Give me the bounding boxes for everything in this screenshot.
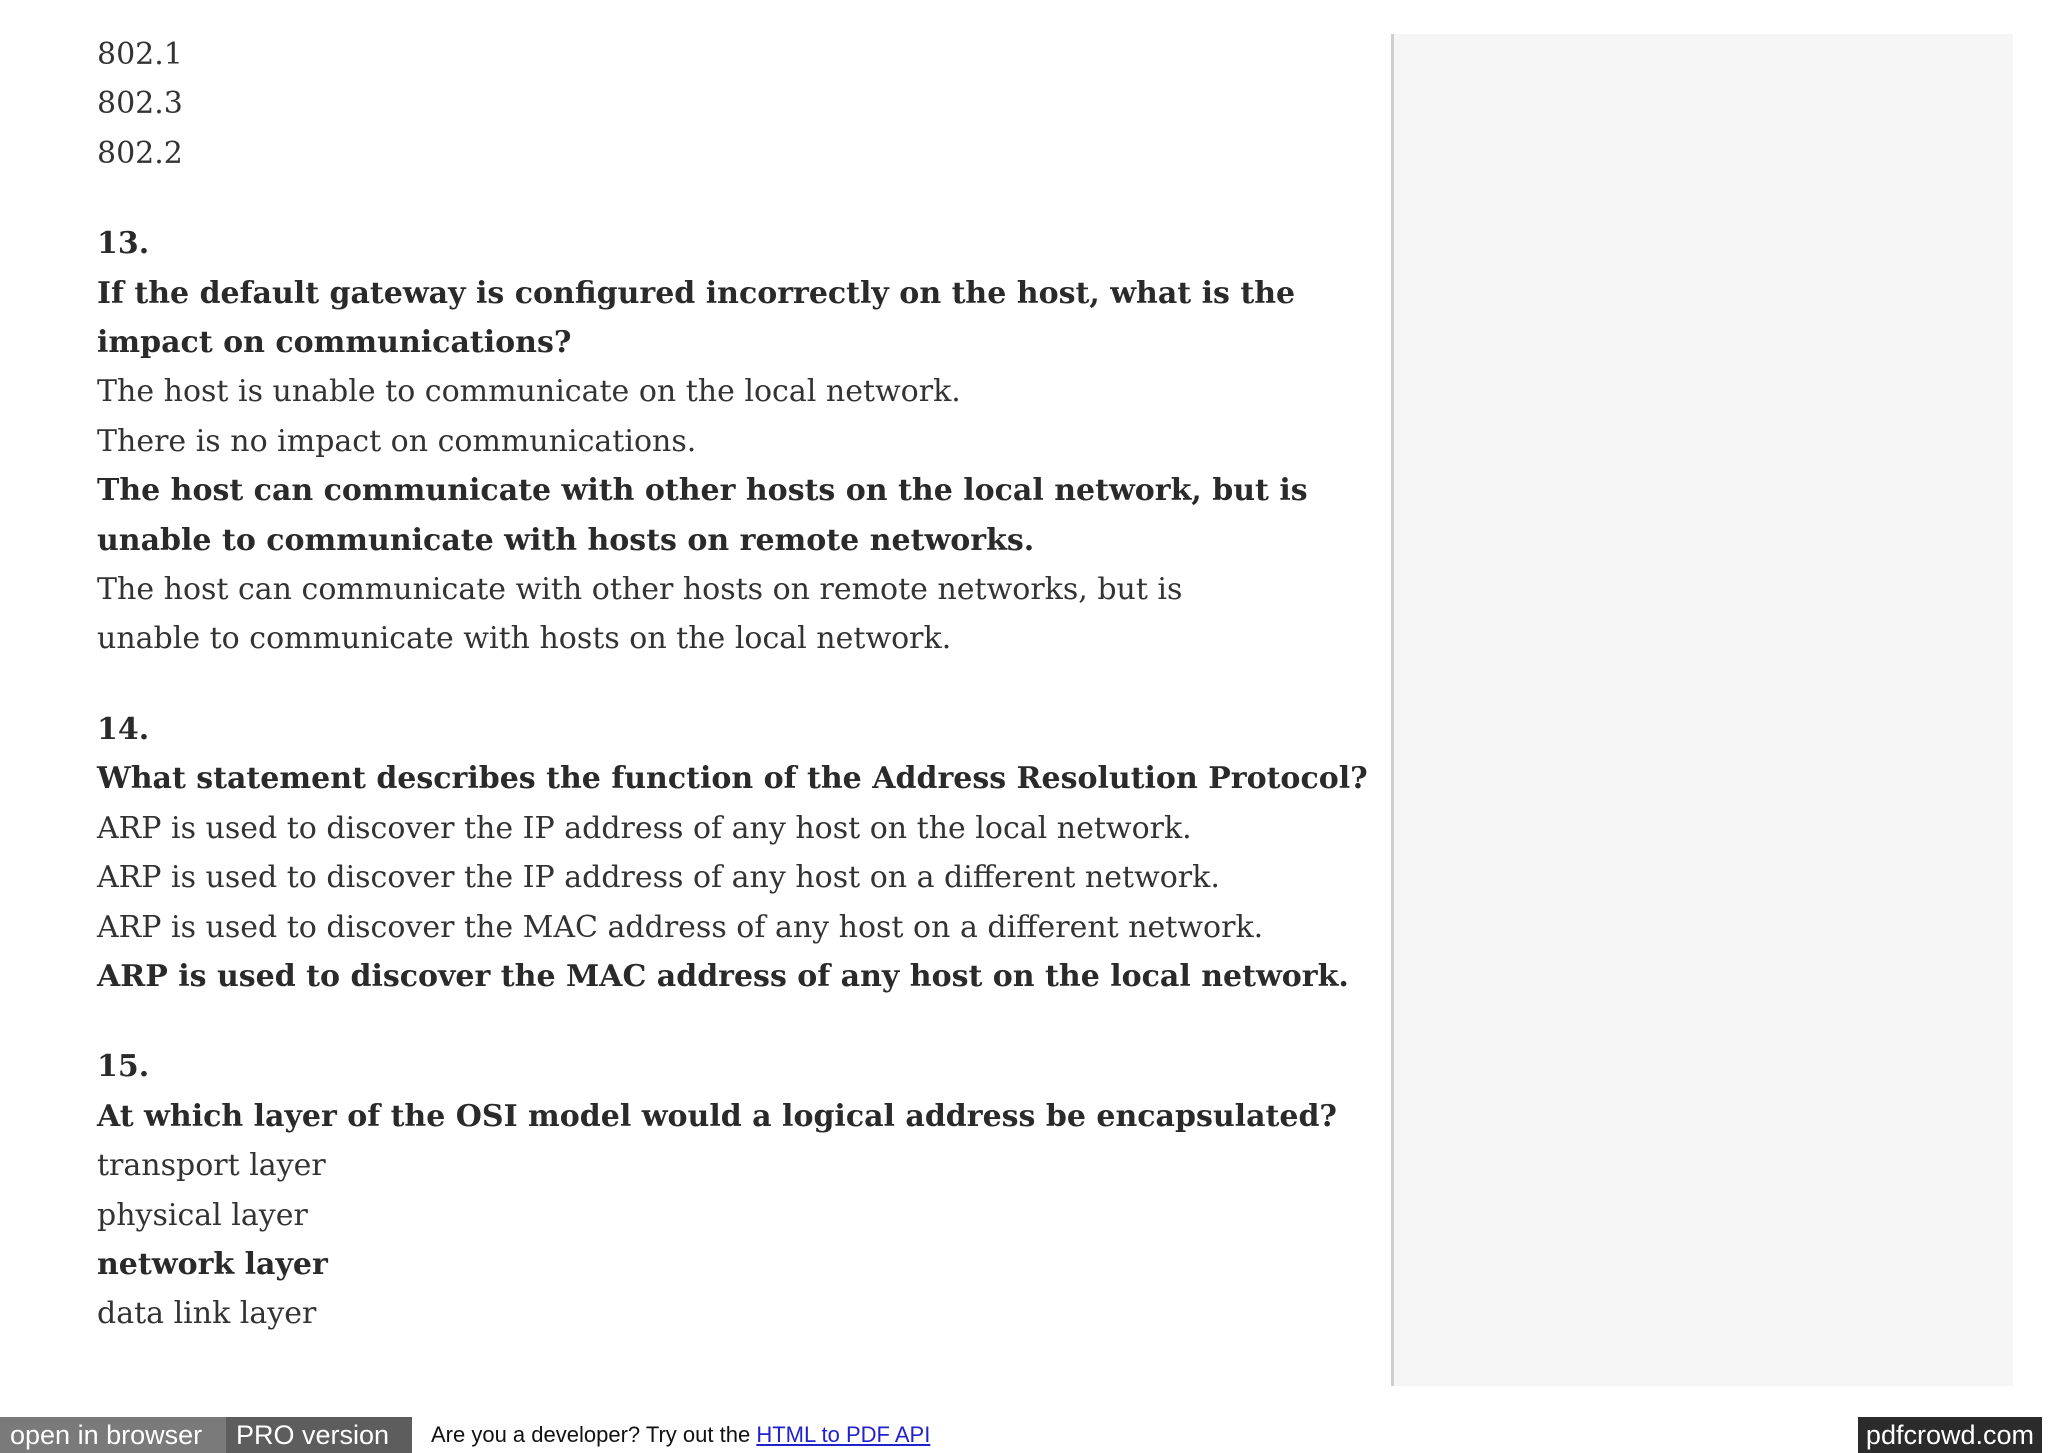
question-13 <box>97 219 1337 664</box>
correct-answer: network layer <box>97 1246 328 1282</box>
correct-answer: The host can communicate with other hosts on the local network, but is unable to communicate with hosts on remote networks. <box>97 473 1308 558</box>
answer-option: The host is unable to communicate on the local network. <box>97 374 961 410</box>
answer-option: physical layer <box>97 1197 308 1233</box>
answer-option: ARP is used to discover the MAC address of any host on a different network. <box>97 909 1264 945</box>
open-in-browser-button[interactable]: open in browser <box>0 1417 226 1453</box>
sidebar-panel <box>1391 34 2013 1386</box>
answer-option: transport layer <box>97 1148 326 1184</box>
pro-version-button[interactable]: PRO version <box>226 1417 412 1453</box>
pdf-footer-bar <box>0 1417 2048 1453</box>
answer-option: ARP is used to discover the IP address of any host on the local network. <box>97 810 1192 846</box>
document-content <box>97 30 1368 1339</box>
question-number: 14. <box>97 711 150 747</box>
answer-option: data link layer <box>97 1296 317 1332</box>
answer-option: 802.3 <box>97 86 183 122</box>
pdfcrowd-logo[interactable]: pdfcrowd.com <box>1858 1417 2042 1453</box>
question-14 <box>97 705 1368 1001</box>
question-text: What statement describes the function of the Address Resolution Protocol? <box>97 761 1368 797</box>
answer-option: 802.2 <box>97 135 183 171</box>
html-to-pdf-api-link[interactable]: HTML to PDF API <box>756 1422 931 1447</box>
answer-option: There is no impact on communications. <box>97 423 697 459</box>
correct-answer: ARP is used to discover the MAC address of any host on the local network. <box>97 958 1349 994</box>
answer-option: The host can communicate with other hosts on remote networks, but is unable to communicate with hosts on the local network. <box>97 572 1183 657</box>
developer-message <box>431 1417 930 1453</box>
question-text: At which layer of the OSI model would a logical address be encapsulated? <box>97 1098 1338 1134</box>
question-number: 15. <box>97 1049 150 1085</box>
answer-option: 802.1 <box>97 37 183 72</box>
question-15 <box>97 1042 1337 1338</box>
question-text: If the default gateway is configured incorrectly on the host, what is the impact on communications? <box>97 275 1296 361</box>
question-number: 13. <box>97 226 150 262</box>
developer-message-text: Are you a developer? Try out the <box>431 1422 757 1447</box>
answer-option: ARP is used to discover the IP address of any host on a different network. <box>97 860 1220 896</box>
